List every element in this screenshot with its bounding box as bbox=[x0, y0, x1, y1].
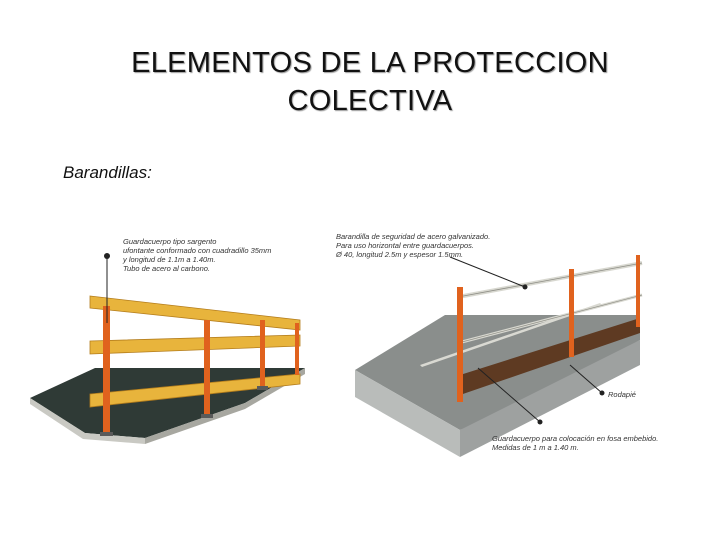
post bbox=[260, 320, 265, 388]
post-base bbox=[100, 432, 113, 436]
board-top bbox=[90, 296, 300, 330]
callout-dot-post bbox=[538, 420, 543, 425]
callout-dot bbox=[104, 253, 110, 259]
wooden-guardrail-illustration bbox=[25, 228, 325, 458]
post-base bbox=[257, 386, 268, 390]
rodapie-label: Rodapié bbox=[608, 390, 636, 399]
post bbox=[204, 320, 210, 416]
post-base bbox=[201, 414, 213, 418]
slide-title bbox=[40, 44, 700, 120]
title-line-2: COLECTIVA bbox=[287, 85, 453, 117]
figure-wooden-guardrail bbox=[25, 228, 325, 458]
callout-dot-rail bbox=[523, 285, 528, 290]
post bbox=[636, 255, 640, 327]
post bbox=[295, 323, 299, 375]
post bbox=[103, 306, 110, 434]
rail-top-edge bbox=[458, 263, 642, 297]
post bbox=[569, 269, 574, 357]
post bbox=[457, 287, 463, 402]
steel-railing-illustration bbox=[330, 225, 670, 465]
title-line-1: ELEMENTOS DE LA PROTECCION bbox=[131, 47, 609, 79]
figure-steel-railing bbox=[330, 225, 670, 465]
callout-dot-rodapie bbox=[600, 391, 605, 396]
callout-text-post: Guardacuerpo para colocación en fosa embebido. Medidas de 1 m a 1.40 m. bbox=[492, 434, 659, 452]
callout-text: Guardacuerpo tipo sargento ufontante conformado con cuadradillo 35mm y longitud de 1.1m a 1.40m. Tubo de acero al carbono. bbox=[123, 237, 272, 273]
callout-text-rail: Barandilla de seguridad de acero galvanizado. Para uso horizontal entre guardacuerpos. Ø 40, longitud 2.5m y espesor 1.5mm. bbox=[336, 232, 491, 259]
board-middle bbox=[90, 335, 300, 354]
section-subtitle: Barandillas: bbox=[63, 163, 152, 182]
callout-line-rail bbox=[450, 257, 525, 287]
